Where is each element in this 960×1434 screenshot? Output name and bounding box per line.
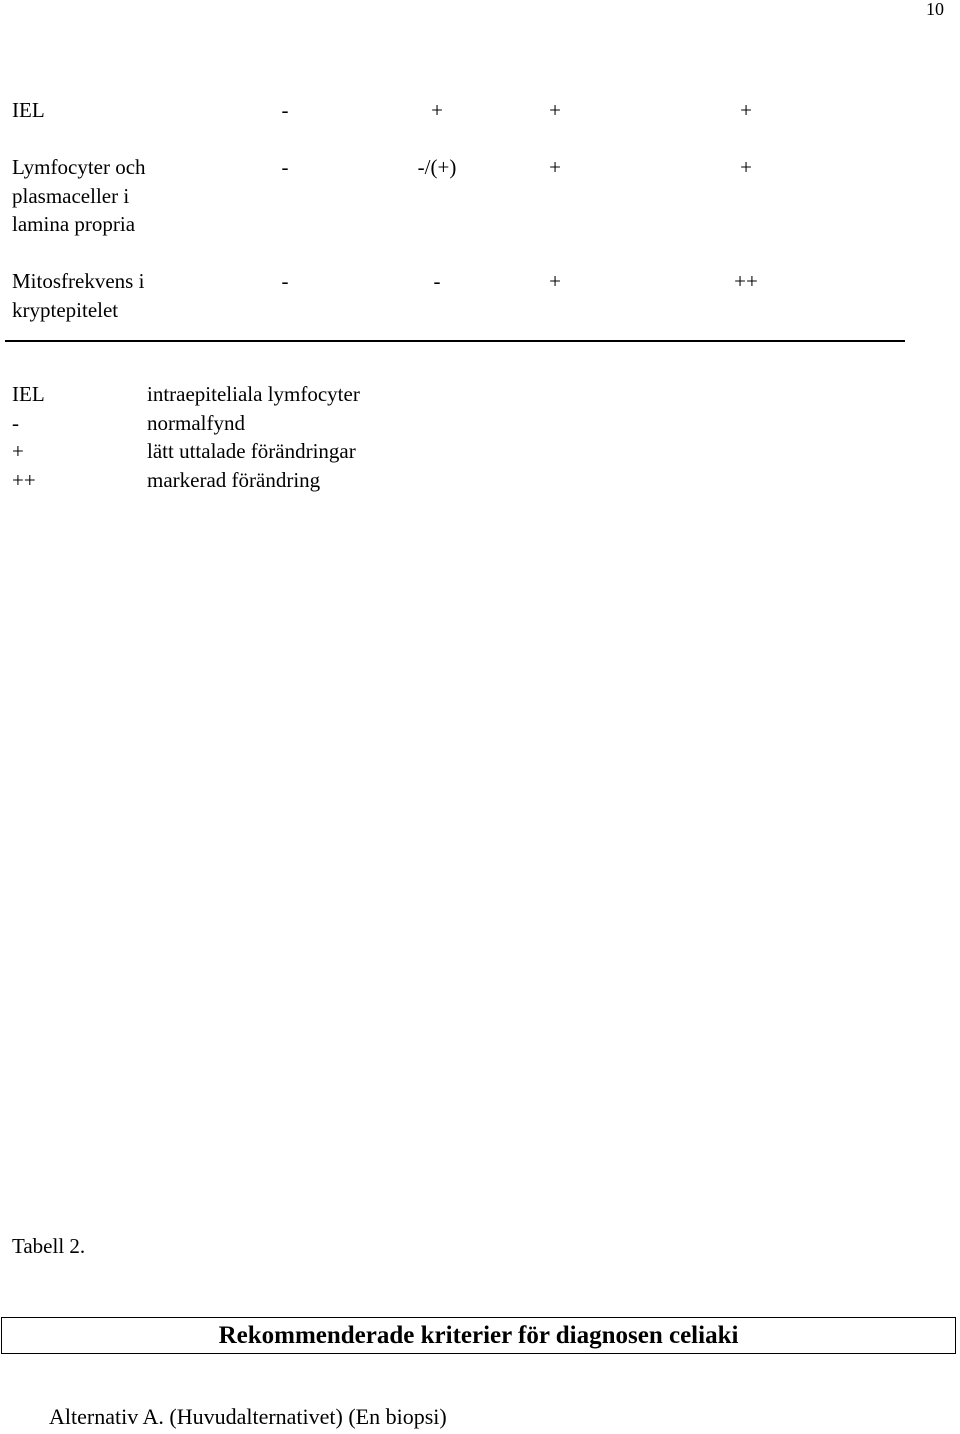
legend-item <box>12 437 612 466</box>
legend-symbol: + <box>12 439 24 463</box>
legend-item <box>12 380 612 409</box>
legend-description: lätt uttalade förändringar <box>147 439 356 463</box>
legend <box>12 380 612 494</box>
table-cell: + <box>549 155 561 179</box>
table-divider <box>5 340 905 342</box>
row-label: Lymfocyter och plasmaceller i lamina propria <box>12 155 146 236</box>
table-cell: - <box>281 155 289 179</box>
table-row <box>12 267 912 357</box>
section-heading-box <box>1 1317 956 1354</box>
subheading: Alternativ A. (Huvudalternativet) (En biopsi) <box>49 1404 447 1429</box>
section-heading: Rekommenderade kriterier för diagnosen celiaki <box>218 1321 739 1349</box>
table-cell: + <box>549 98 561 122</box>
legend-item <box>12 409 612 438</box>
table-caption: Tabell 2. <box>12 1234 86 1258</box>
table-cell: - <box>281 269 289 293</box>
table-cell: + <box>740 155 752 179</box>
table-row <box>12 153 912 243</box>
table-cell: - <box>433 269 441 293</box>
page-number: 10 <box>926 0 944 19</box>
legend-description: markerad förändring <box>147 467 321 492</box>
legend-symbol: IEL <box>12 382 45 406</box>
table-cell: ++ <box>734 269 758 293</box>
legend-item <box>12 466 612 495</box>
row-label: IEL <box>12 98 45 122</box>
table-cell: + <box>431 98 443 122</box>
table-cell: + <box>740 98 752 122</box>
table-cell: -/(+) <box>417 155 457 179</box>
table-cell: + <box>549 269 561 293</box>
legend-description: intraepiteliala lymfocyter <box>147 382 360 406</box>
legend-symbol: ++ <box>12 467 36 492</box>
row-label: Mitosfrekvens i kryptepitelet <box>12 269 145 322</box>
table-cell: - <box>281 98 289 122</box>
legend-description: normalfynd <box>147 410 245 435</box>
legend-symbol: - <box>12 410 19 435</box>
